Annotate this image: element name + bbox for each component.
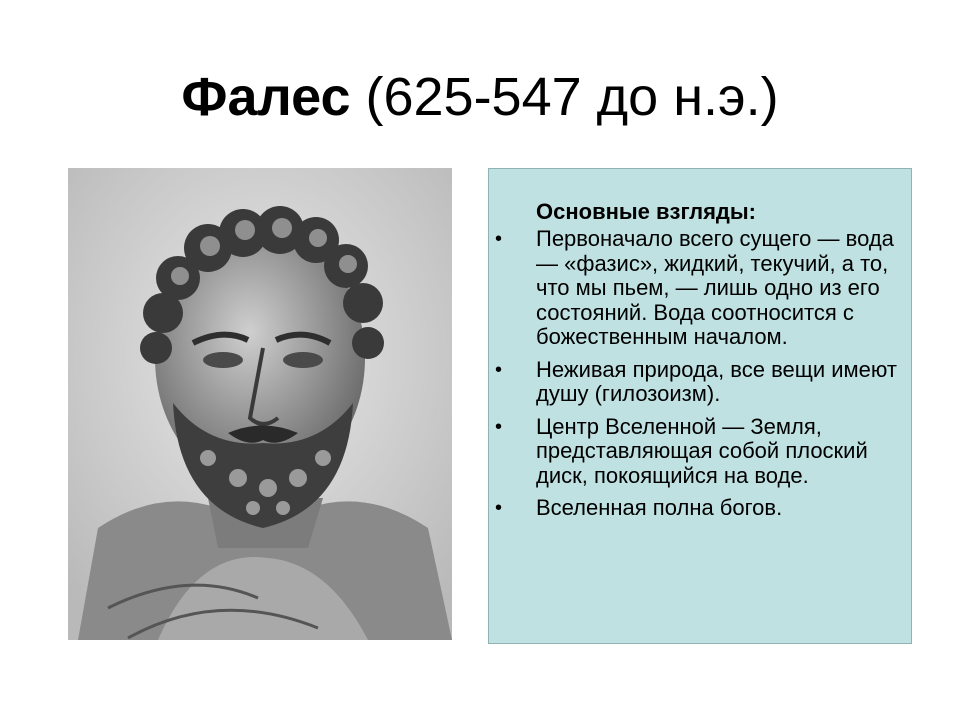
key-views-list <box>489 227 909 529</box>
title-name: Фалес <box>181 67 351 127</box>
list-item-text: Вселенная полна богов. <box>536 495 783 520</box>
list-item-text: Центр Вселенной — Земля, представляющая собой плоский диск, покоящийся на воде. <box>536 413 868 488</box>
list-item <box>489 358 909 407</box>
bullet-icon: • <box>495 228 503 250</box>
list-item-text: Неживая природа, все вещи имеют душу (гилозоизм). <box>536 356 898 406</box>
bullet-icon: • <box>495 415 503 438</box>
bust-portrait-icon <box>68 168 452 640</box>
list-item <box>489 227 909 350</box>
key-views-textbox <box>488 168 912 644</box>
key-views-heading: Основные взгляды: <box>536 199 756 224</box>
bullet-icon: • <box>495 358 503 381</box>
slide-title <box>0 62 960 132</box>
bullet-icon: • <box>495 497 503 519</box>
list-item <box>489 496 909 521</box>
list-item <box>489 415 909 489</box>
title-dates: (625-547 до н.э.) <box>365 67 779 127</box>
list-item-text: Первоначало всего сущего — вода — «фазис», жидкий, текучий, а то, что мы пьем, — лишь одно из его состояний. Вода соотносится с божественным началом. <box>536 226 894 349</box>
thales-portrait-image <box>68 168 452 640</box>
